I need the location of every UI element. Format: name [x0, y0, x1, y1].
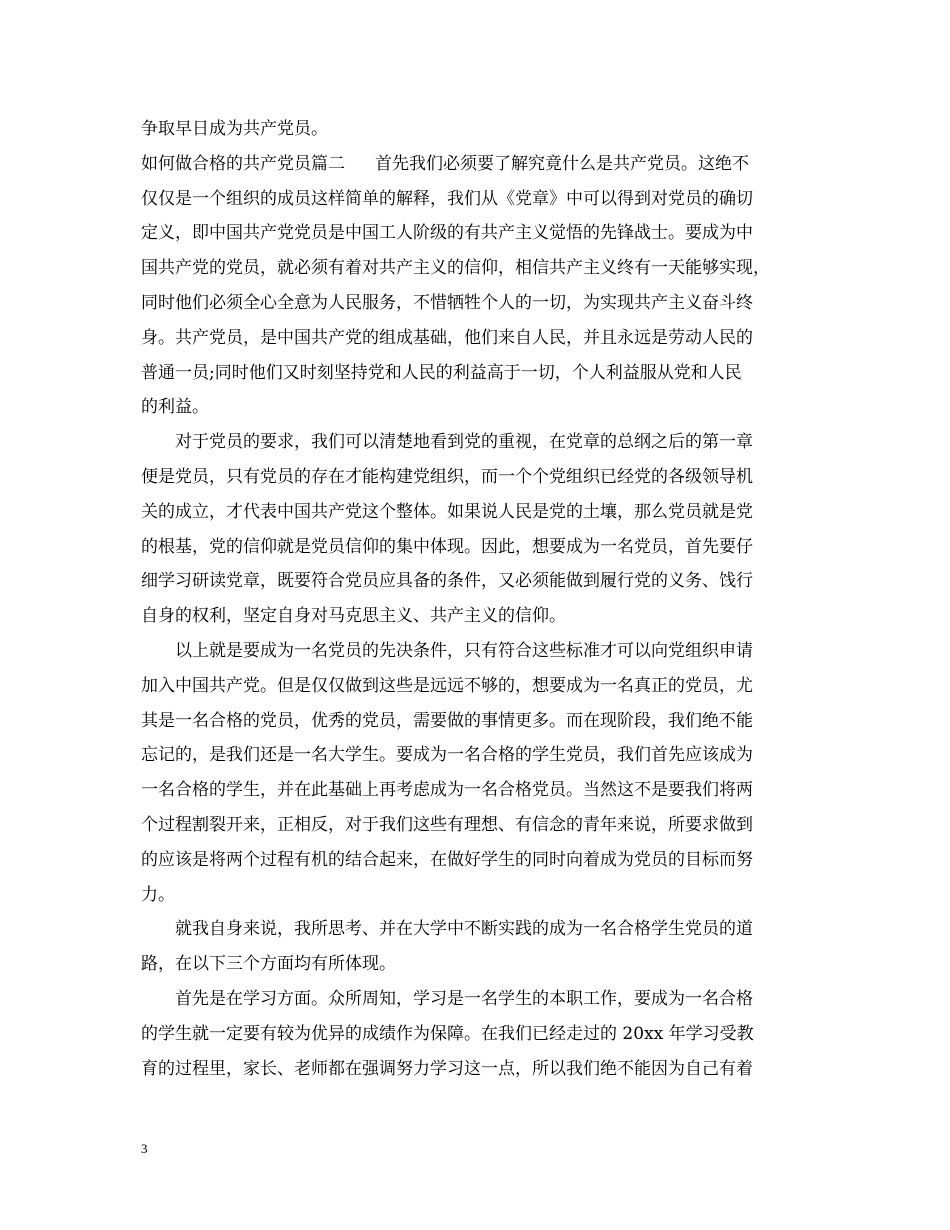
text-line: 力。	[141, 884, 175, 905]
paragraph-start: 首先我们必须要了解究竟什么是共产党员。这绝不	[375, 153, 749, 174]
text-line: 路，在以下三个方面均有所体现。	[141, 954, 396, 975]
paragraph-first-line: 就我自身来说，我所思考、并在大学中不断实践的成为一名合格学生党员的道	[175, 919, 753, 940]
text-line: 忘记的，是我们还是一名大学生。要成为一名合格的学生党员，我们首先应该成为	[141, 745, 753, 766]
text-line: 个过程割裂开来，正相反，对于我们这些有理想、有信念的青年来说，所要求做到	[141, 814, 753, 835]
text-line: 定义，即中国共产党党员是中国工人阶级的有共产主义觉悟的先锋战士。要成为中	[141, 223, 753, 244]
text-line: 国共产党的党员，就必须有着对共产主义的信仰，相信共产主义终有一天能够实现，	[141, 258, 770, 279]
text-line: 育的过程里，家长、老师都在强调努力学习这一点，所以我们绝不能因为自己有着	[141, 1058, 753, 1079]
section-heading: 如何做合格的共产党员篇二	[141, 153, 345, 174]
text-line: 其是一名合格的党员，优秀的党员，需要做的事情更多。而在现阶段，我们绝不能	[141, 710, 753, 731]
text-line: 仅仅是一个组织的成员这样简单的解释，我们从《党章》中可以得到对党员的确切	[141, 188, 753, 209]
text-line-with-heading	[141, 147, 813, 182]
text-line: 的根基，党的信仰就是党员信仰的集中体现。因此，想要成为一名党员，首先要仔	[141, 536, 753, 557]
text-line: 同时他们必须全心全意为人民服务，不惜牺牲个人的一切，为实现共产主义奋斗终	[141, 292, 753, 313]
text-line: 加入中国共产党。但是仅仅做到这些是远远不够的，想要成为一名真正的党员，尤	[141, 675, 753, 696]
text-line: 细学习研读党章，既要符合党员应具备的条件，又必须能做到履行党的义务、饯行	[141, 571, 753, 592]
paragraph-first-line: 首先是在学习方面。众所周知，学习是一名学生的本职工作，要成为一名合格	[175, 988, 753, 1009]
text-line: 身。共产党员，是中国共产党的组成基础，他们来自人民，并且永远是劳动人民的	[141, 327, 753, 348]
text-line: 关的成立，才代表中国共产党这个整体。如果说人民是党的土壤，那么党员就是党	[141, 501, 753, 522]
body-text	[141, 112, 813, 1086]
paragraph-first-line: 对于党员的要求，我们可以清楚地看到党的重视，在党章的总纲之后的第一章	[175, 432, 753, 453]
text-line: 争取早日成为共产党员。	[141, 119, 328, 139]
text-line: 普通一员;同时他们又时刻坚持党和人民的利益高于一切，个人利益服从党和人民	[141, 362, 742, 383]
text-line: 的应该是将两个过程有机的结合起来，在做好学生的同时向着成为党员的目标而努	[141, 849, 753, 870]
text-line: 自身的权利，坚定自身对马克思主义、共产主义的信仰。	[141, 606, 566, 627]
text-line: 一名合格的学生，并在此基础上再考虑成为一名合格党员。当然这不是要我们将两	[141, 780, 753, 801]
paragraph-first-line: 以上就是要成为一名党员的先决条件，只有符合这些标准才可以向党组织申请	[175, 640, 753, 661]
page-number: 3	[141, 1141, 148, 1156]
text-line: 便是党员，只有党员的存在才能构建党组织，而一个个党组织已经党的各级领导机	[141, 466, 753, 487]
text-line: 的学生就一定要有较为优异的成绩作为保障。在我们已经走过的 20xx 年学习受教	[141, 1023, 754, 1044]
text-line: 的利益。	[141, 397, 209, 418]
